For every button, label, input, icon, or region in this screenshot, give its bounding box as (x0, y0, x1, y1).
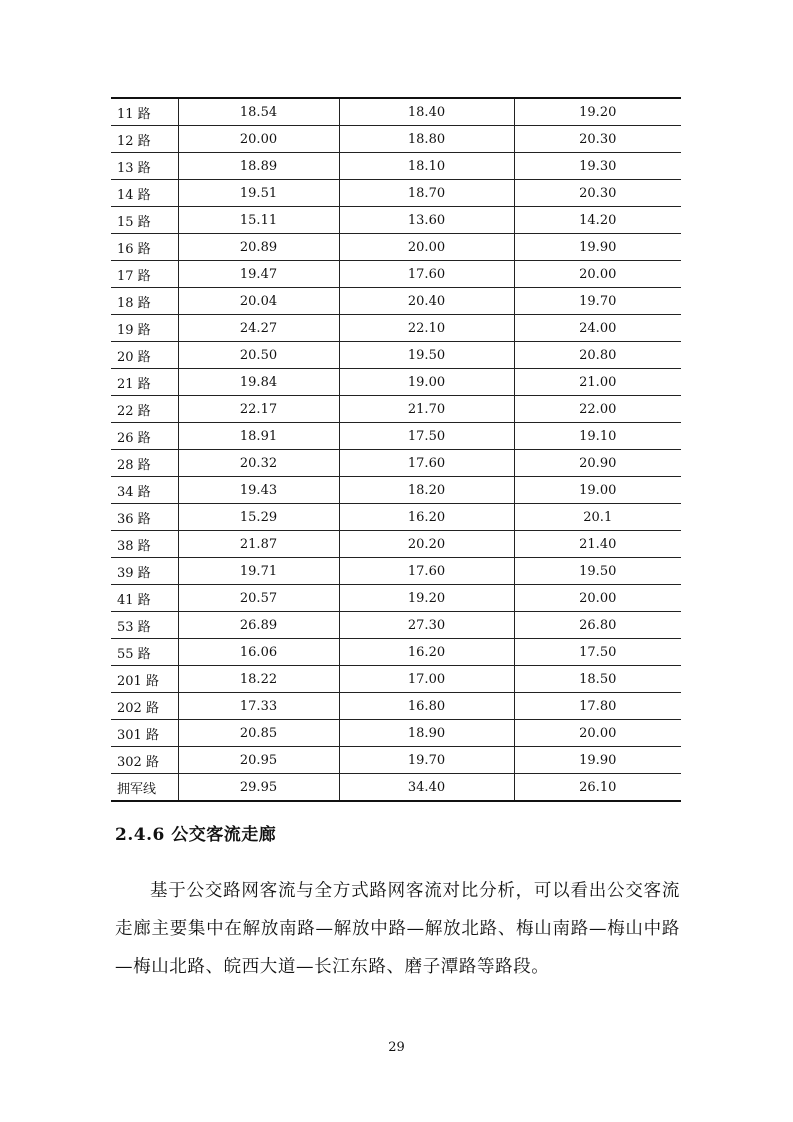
value-cell: 19.00 (514, 477, 681, 504)
value-cell: 19.84 (178, 369, 339, 396)
value-cell: 27.30 (339, 612, 514, 639)
route-name-cell: 11 路 (111, 98, 178, 126)
table-row (111, 369, 681, 396)
table-row (111, 396, 681, 423)
route-name-cell: 39 路 (111, 558, 178, 585)
table-body (111, 98, 681, 801)
value-cell: 26.10 (514, 774, 681, 802)
value-cell: 22.17 (178, 396, 339, 423)
value-cell: 17.00 (339, 666, 514, 693)
value-cell: 16.20 (339, 639, 514, 666)
route-name-cell: 19 路 (111, 315, 178, 342)
table-row (111, 342, 681, 369)
value-cell: 19.43 (178, 477, 339, 504)
value-cell: 19.70 (339, 747, 514, 774)
value-cell: 20.00 (514, 720, 681, 747)
route-name-cell: 13 路 (111, 153, 178, 180)
table-row (111, 98, 681, 126)
value-cell: 19.20 (514, 98, 681, 126)
value-cell: 18.70 (339, 180, 514, 207)
value-cell: 20.30 (514, 126, 681, 153)
table-row (111, 234, 681, 261)
value-cell: 18.40 (339, 98, 514, 126)
value-cell: 16.06 (178, 639, 339, 666)
value-cell: 21.00 (514, 369, 681, 396)
value-cell: 20.57 (178, 585, 339, 612)
value-cell: 18.91 (178, 423, 339, 450)
route-name-cell: 34 路 (111, 477, 178, 504)
value-cell: 14.20 (514, 207, 681, 234)
value-cell: 19.51 (178, 180, 339, 207)
value-cell: 29.95 (178, 774, 339, 802)
value-cell: 19.90 (514, 234, 681, 261)
table-row (111, 666, 681, 693)
table-row (111, 558, 681, 585)
value-cell: 19.00 (339, 369, 514, 396)
value-cell: 21.40 (514, 531, 681, 558)
value-cell: 18.10 (339, 153, 514, 180)
value-cell: 19.10 (514, 423, 681, 450)
table-row (111, 477, 681, 504)
value-cell: 20.40 (339, 288, 514, 315)
value-cell: 20.20 (339, 531, 514, 558)
value-cell: 18.80 (339, 126, 514, 153)
value-cell: 13.60 (339, 207, 514, 234)
value-cell: 19.50 (339, 342, 514, 369)
value-cell: 19.30 (514, 153, 681, 180)
route-name-cell: 38 路 (111, 531, 178, 558)
value-cell: 22.00 (514, 396, 681, 423)
value-cell: 17.50 (514, 639, 681, 666)
route-name-cell: 36 路 (111, 504, 178, 531)
route-name-cell: 41 路 (111, 585, 178, 612)
route-name-cell: 201 路 (111, 666, 178, 693)
value-cell: 20.00 (339, 234, 514, 261)
value-cell: 18.20 (339, 477, 514, 504)
value-cell: 21.70 (339, 396, 514, 423)
value-cell: 26.89 (178, 612, 339, 639)
route-name-cell: 12 路 (111, 126, 178, 153)
value-cell: 34.40 (339, 774, 514, 802)
value-cell: 20.00 (514, 585, 681, 612)
route-name-cell: 202 路 (111, 693, 178, 720)
table-row (111, 450, 681, 477)
table-row (111, 720, 681, 747)
table-row (111, 693, 681, 720)
section-heading: 2.4.6 公交客流走廊 (115, 825, 277, 845)
value-cell: 17.60 (339, 261, 514, 288)
value-cell: 19.47 (178, 261, 339, 288)
value-cell: 15.29 (178, 504, 339, 531)
value-cell: 20.32 (178, 450, 339, 477)
table-row (111, 261, 681, 288)
table-row (111, 585, 681, 612)
route-name-cell: 16 路 (111, 234, 178, 261)
value-cell: 20.80 (514, 342, 681, 369)
route-name-cell: 18 路 (111, 288, 178, 315)
value-cell: 20.30 (514, 180, 681, 207)
route-name-cell: 21 路 (111, 369, 178, 396)
value-cell: 19.71 (178, 558, 339, 585)
route-name-cell: 14 路 (111, 180, 178, 207)
value-cell: 18.50 (514, 666, 681, 693)
table-row (111, 747, 681, 774)
value-cell: 18.22 (178, 666, 339, 693)
table-row (111, 531, 681, 558)
value-cell: 17.80 (514, 693, 681, 720)
value-cell: 15.11 (178, 207, 339, 234)
value-cell: 18.90 (339, 720, 514, 747)
value-cell: 20.00 (514, 261, 681, 288)
table-row (111, 774, 681, 802)
value-cell: 20.50 (178, 342, 339, 369)
route-name-cell: 26 路 (111, 423, 178, 450)
route-name-cell: 17 路 (111, 261, 178, 288)
value-cell: 24.00 (514, 315, 681, 342)
table-row (111, 639, 681, 666)
value-cell: 20.1 (514, 504, 681, 531)
value-cell: 20.85 (178, 720, 339, 747)
route-name-cell: 22 路 (111, 396, 178, 423)
value-cell: 17.60 (339, 450, 514, 477)
value-cell: 17.33 (178, 693, 339, 720)
route-name-cell: 302 路 (111, 747, 178, 774)
route-name-cell: 55 路 (111, 639, 178, 666)
table-row (111, 180, 681, 207)
value-cell: 20.89 (178, 234, 339, 261)
value-cell: 20.00 (178, 126, 339, 153)
value-cell: 19.90 (514, 747, 681, 774)
table-row (111, 153, 681, 180)
table-row (111, 207, 681, 234)
value-cell: 16.80 (339, 693, 514, 720)
table-row (111, 504, 681, 531)
bus-route-table (111, 97, 681, 802)
route-name-cell: 28 路 (111, 450, 178, 477)
value-cell: 17.50 (339, 423, 514, 450)
route-name-cell: 301 路 (111, 720, 178, 747)
value-cell: 20.90 (514, 450, 681, 477)
value-cell: 19.70 (514, 288, 681, 315)
page-number: 29 (388, 1040, 405, 1055)
value-cell: 21.87 (178, 531, 339, 558)
table-row (111, 288, 681, 315)
value-cell: 19.20 (339, 585, 514, 612)
value-cell: 26.80 (514, 612, 681, 639)
table-row (111, 315, 681, 342)
route-name-cell: 15 路 (111, 207, 178, 234)
route-name-cell: 53 路 (111, 612, 178, 639)
body-paragraph: 基于公交路网客流与全方式路网客流对比分析，可以看出公交客流走廊主要集中在解放南路—解放中路—解放北路、梅山南路—梅山中路—梅山北路、皖西大道—长江东路、磨子潭路等路段。 (115, 881, 680, 977)
value-cell: 18.54 (178, 98, 339, 126)
value-cell: 20.04 (178, 288, 339, 315)
table-row (111, 612, 681, 639)
table-row (111, 423, 681, 450)
table-row (111, 126, 681, 153)
value-cell: 17.60 (339, 558, 514, 585)
value-cell: 20.95 (178, 747, 339, 774)
value-cell: 24.27 (178, 315, 339, 342)
value-cell: 16.20 (339, 504, 514, 531)
route-name-cell: 拥军线 (111, 774, 178, 802)
route-name-cell: 20 路 (111, 342, 178, 369)
value-cell: 18.89 (178, 153, 339, 180)
value-cell: 19.50 (514, 558, 681, 585)
value-cell: 22.10 (339, 315, 514, 342)
